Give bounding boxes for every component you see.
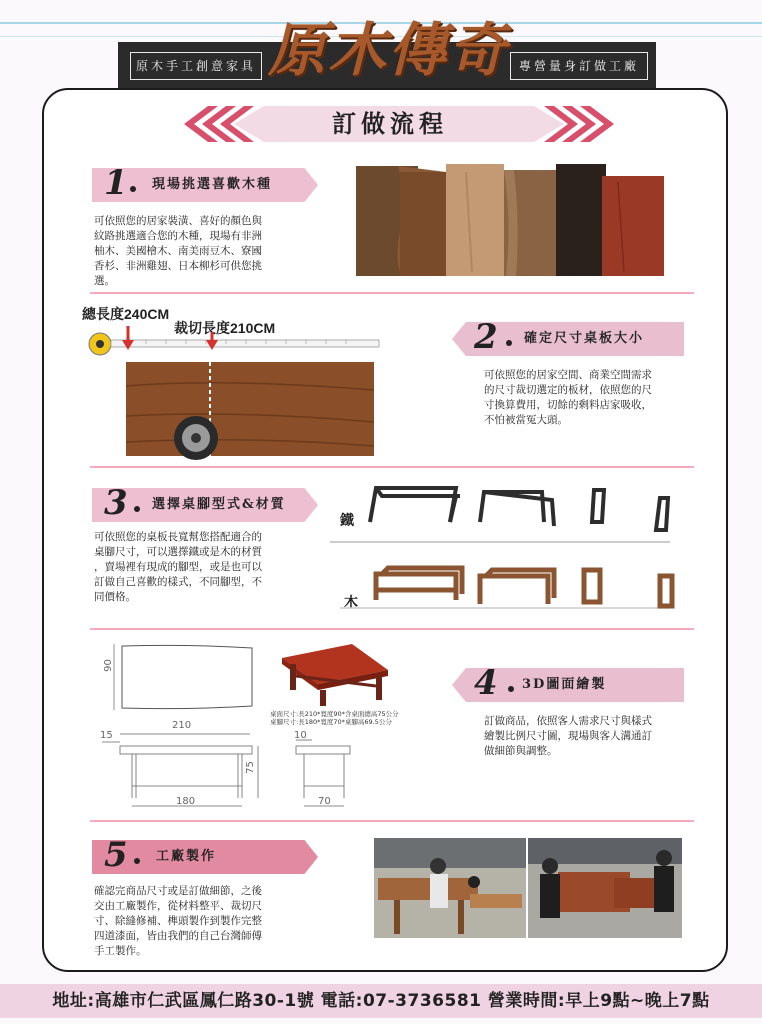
- step-1-description: 可依照您的居家裝潢、喜好的顏色與 紋路挑選適合您的木種，現場有非洲 柚木、美國檜木、南美雨豆木、寮國 香杉、非洲雞翅、日本柳杉可供您挑 選。: [94, 215, 262, 287]
- section-divider: [90, 628, 694, 630]
- width-label: 210: [172, 720, 192, 731]
- bullet-dot: [134, 506, 140, 512]
- leg-span-label: 180: [176, 796, 196, 807]
- left-slogan: 原木手工創意家具: [130, 52, 262, 80]
- height-label: 75: [244, 761, 256, 774]
- section-divider: [90, 292, 694, 294]
- bullet-dot: [508, 686, 514, 692]
- spec-text: 桌面尺寸:長210*寬度90*含桌面總高75公分 桌腳尺寸:長180*寬度70*桌腳高69.5公分: [270, 710, 399, 726]
- tabletop-drawing: [96, 642, 256, 712]
- section-divider: [90, 466, 694, 468]
- right-slogan: 專營量身訂做工廠: [510, 52, 648, 80]
- bullet-dot: [130, 186, 136, 192]
- cut-length-label: 裁切長度210CM: [174, 320, 276, 336]
- step-5-number: 5: [104, 835, 128, 875]
- brand-logo: 原木傳奇: [268, 16, 509, 84]
- table-legs-illustration: [330, 482, 680, 622]
- bullet-dot: [134, 858, 140, 864]
- page-title: 訂做流程: [332, 109, 448, 138]
- step-3-number: 3: [104, 483, 128, 523]
- step-3-title: 選擇桌腳型式&材質: [152, 497, 286, 512]
- factory-photos: [374, 838, 682, 938]
- side-span-label: 70: [318, 796, 331, 807]
- section-divider: [90, 820, 694, 822]
- step-4-number: 4: [474, 663, 498, 703]
- step-1-number: 1: [104, 163, 128, 203]
- bullet-dot: [506, 340, 512, 346]
- depth-label: 90: [102, 659, 114, 672]
- wood-label: 木: [344, 595, 358, 611]
- cutting-illustration: [86, 326, 386, 466]
- table-dimension-drawing: [100, 728, 360, 812]
- wood-samples-photo: [356, 162, 666, 278]
- step-4-description: 訂做商品，依照客人需求尺寸與樣式 繪製比例尺寸圖，現場與客人溝通訂 做細節與調整。: [484, 715, 652, 757]
- step-1-title: 現場挑選喜歡木種: [152, 177, 273, 192]
- footer-contact: 地址:高雄市仁武區鳳仁路30-1號 電話:07-3736581 營業時間:早上9點~晚上7點: [0, 984, 762, 1018]
- step-5-title: 工廠製作: [156, 849, 217, 864]
- step-2-title: 確定尺寸桌板大小: [524, 331, 645, 346]
- leg-offset-label: 15: [100, 730, 113, 741]
- step-2-description: 可依照您的居家空間、商業空間需求 的尺寸裁切選定的板材，依照您的尺 寸換算費用，切餘的剩料店家吸收， 不怕被當冤大頭。: [484, 369, 652, 426]
- step-5-description: 確認完商品尺寸或是訂做細節，之後 交由工廠製作，從材料整平、裁切尺 寸、除縫修補、榫頭製作到製作完整 四道漆面，皆由我們的自己台灣師傅 手工製作。: [94, 885, 262, 957]
- step-2-number: 2: [474, 317, 498, 357]
- side-offset-label: 10: [294, 730, 307, 741]
- total-length-label: 總長度240CM: [82, 306, 170, 322]
- step-4-title: 3D圖面繪製: [522, 677, 607, 692]
- 3d-table-render: [282, 640, 390, 708]
- step-3-description: 可依照您的桌板長寬幫您搭配適合的 桌腳尺寸，可以選擇鐵或是木的材質 ，賣場裡有現成的腳型，或是也可以 訂做自己喜歡的樣式，不同腳型，不 同價格。: [94, 531, 262, 603]
- iron-label: 鐵: [340, 513, 354, 529]
